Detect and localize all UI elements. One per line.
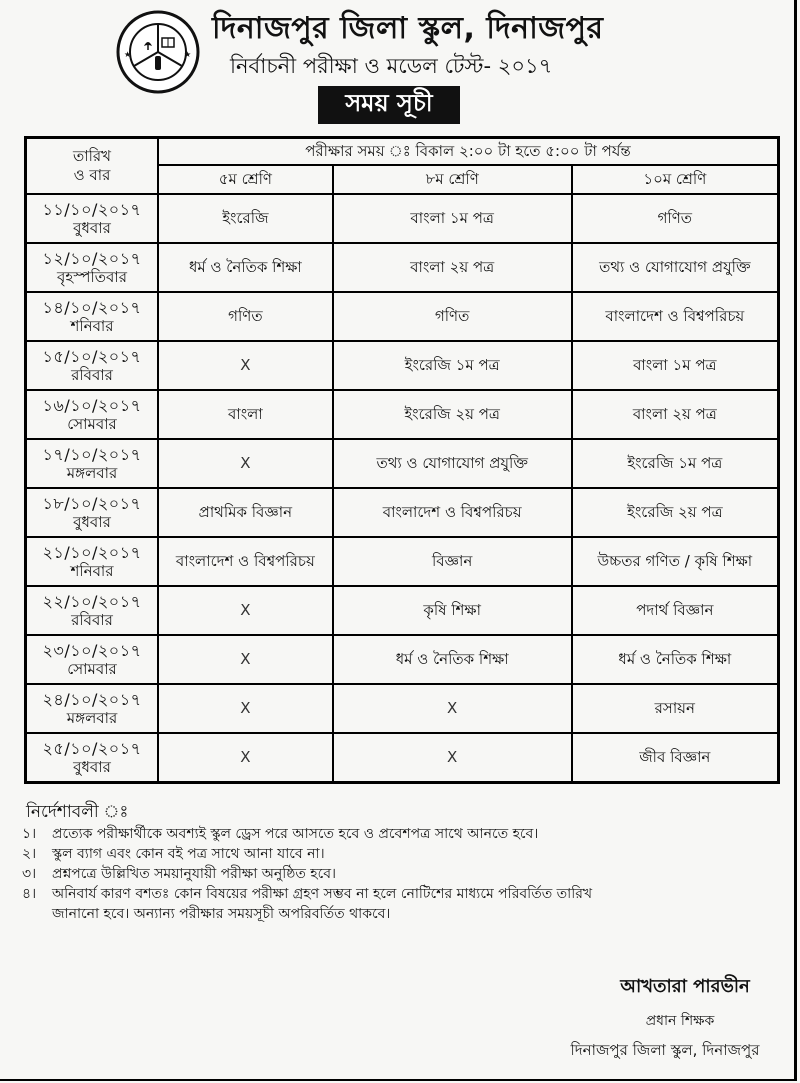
instructions-title: নির্দেশাবলী ঃ [26, 802, 129, 822]
class-8-subject: বাংলা ১ম পত্র [333, 194, 572, 243]
date-day-cell [26, 292, 159, 341]
svg-text:★: ★ [184, 50, 192, 59]
exam-day: বুধবার [73, 512, 111, 531]
class-5-subject: X [158, 684, 333, 733]
schedule-row [26, 733, 779, 783]
school-emblem-icon [116, 10, 200, 94]
exam-date: ১৭/১০/২০১৭ [42, 444, 142, 464]
class-5-subject: প্রাথমিক বিজ্ঞান [158, 488, 333, 537]
schedule-row [26, 243, 779, 292]
instruction-item [22, 864, 782, 884]
exam-date: ১৮/১০/২০১৭ [42, 493, 142, 513]
exam-day: সোমবার [67, 414, 117, 433]
signatory-designation: প্রধান শিক্ষক [645, 1013, 715, 1029]
date-day-cell [26, 390, 159, 439]
class-8-subject: ধর্ম ও নৈতিক শিক্ষা [333, 635, 572, 684]
class-8-subject: বাংলা ২য় পত্র [333, 243, 572, 292]
class-10-subject: বাংলা ২য় পত্র [572, 390, 779, 439]
exam-time-header: পরীক্ষার সময় ঃ বিকাল ২:০০ টা হতে ৫:০০ টা পর্যন্ত [158, 138, 778, 165]
exam-schedule-table [24, 136, 780, 784]
exam-day: বৃহস্পতিবার [57, 267, 127, 286]
day-header-label: ও বার [73, 166, 111, 184]
exam-title: নির্বাচনী পরীক্ষা ও মডেল টেস্ট- ২০১৭ [230, 54, 553, 78]
school-name: দিনাজপুর জিলা স্কুল, দিনাজপুর [212, 11, 604, 46]
exam-date: ২৪/১০/২০১৭ [42, 689, 142, 709]
date-day-cell [26, 586, 159, 635]
class-10-subject: পদার্থ বিজ্ঞান [572, 586, 779, 635]
class-5-subject: X [158, 733, 333, 783]
class-8-subject: বিজ্ঞান [333, 537, 572, 586]
date-day-cell [26, 733, 159, 783]
exam-date: ২২/১০/২০১৭ [42, 591, 142, 611]
exam-date: ২৩/১০/২০১৭ [42, 640, 142, 660]
class-10-subject: জীব বিজ্ঞান [572, 733, 779, 783]
exam-day: মঙ্গলবার [66, 708, 118, 727]
signatory-name: আখতারা পারভীন [620, 976, 750, 997]
class-10-subject: উচ্চতর গণিত / কৃষি শিক্ষা [572, 537, 779, 586]
class-8-subject: ইংরেজি ১ম পত্র [333, 341, 572, 390]
date-day-cell [26, 194, 159, 243]
class-8-subject: তথ্য ও যোগাযোগ প্রযুক্তি [333, 439, 572, 488]
exam-day: শনিবার [70, 561, 114, 580]
exam-date: ১২/১০/২০১৭ [42, 248, 142, 268]
class-8-subject: X [333, 733, 572, 783]
date-day-cell [26, 341, 159, 390]
schedule-row [26, 537, 779, 586]
exam-date: ২৫/১০/২০১৭ [42, 738, 142, 758]
exam-day: রবিবার [71, 610, 113, 629]
exam-date: ১১/১০/২০১৭ [42, 199, 142, 219]
schedule-row [26, 341, 779, 390]
exam-date: ১৪/১০/২০১৭ [42, 297, 142, 317]
exam-day: বুধবার [73, 218, 111, 237]
class-10-header: ১০ম শ্রেণি [572, 165, 779, 194]
date-day-cell [26, 537, 159, 586]
schedule-row [26, 488, 779, 537]
class-5-subject: X [158, 635, 333, 684]
instruction-number: ১। [22, 826, 37, 842]
exam-day: সোমবার [67, 659, 117, 678]
date-header-label: তারিখ [73, 147, 111, 165]
schedule-body [26, 194, 779, 783]
svg-text:★: ★ [124, 50, 132, 59]
class-5-subject: বাংলাদেশ ও বিশ্বপরিচয় [158, 537, 333, 586]
date-day-cell [26, 243, 159, 292]
schedule-row [26, 292, 779, 341]
class-10-subject: ধর্ম ও নৈতিক শিক্ষা [572, 635, 779, 684]
schedule-row [26, 635, 779, 684]
date-day-cell [26, 488, 159, 537]
class-8-subject: X [333, 684, 572, 733]
class-10-subject: গণিত [572, 194, 779, 243]
class-8-header: ৮ম শ্রেণি [333, 165, 572, 194]
instruction-number: ৪। [22, 886, 37, 902]
date-day-cell [26, 635, 159, 684]
class-10-subject: রসায়ন [572, 684, 779, 733]
exam-day: মঙ্গলবার [66, 463, 118, 482]
instruction-number: ২। [22, 846, 37, 862]
date-day-cell [26, 684, 159, 733]
instructions-section [22, 802, 782, 924]
instruction-item [22, 824, 782, 844]
exam-day: রবিবার [71, 365, 113, 384]
class-8-subject: বাংলাদেশ ও বিশ্বপরিচয় [333, 488, 572, 537]
exam-date: ১৫/১০/২০১৭ [42, 346, 142, 366]
schedule-row [26, 390, 779, 439]
schedule-row [26, 439, 779, 488]
class-5-subject: X [158, 341, 333, 390]
class-5-subject: গণিত [158, 292, 333, 341]
class-8-subject: ইংরেজি ২য় পত্র [333, 390, 572, 439]
instruction-text: স্কুল ব্যাগ এবং কোন বই পত্র সাথে আনা যাবে না। [52, 846, 325, 862]
instruction-item [22, 884, 782, 924]
class-8-subject: কৃষি শিক্ষা [333, 586, 572, 635]
exam-date: ১৬/১০/২০১৭ [42, 395, 142, 415]
instruction-item [22, 844, 782, 864]
class-5-header: ৫ম শ্রেণি [158, 165, 333, 194]
class-8-subject: গণিত [333, 292, 572, 341]
schedule-row [26, 586, 779, 635]
date-day-cell [26, 439, 159, 488]
class-5-subject: ইংরেজি [158, 194, 333, 243]
exam-day: বুধবার [73, 757, 111, 776]
class-5-subject: ধর্ম ও নৈতিক শিক্ষা [158, 243, 333, 292]
schedule-row [26, 684, 779, 733]
schedule-row [26, 194, 779, 243]
date-day-header [26, 138, 159, 195]
class-10-subject: ইংরেজি ২য় পত্র [572, 488, 779, 537]
class-10-subject: বাংলা ১ম পত্র [572, 341, 779, 390]
class-10-subject: বাংলাদেশ ও বিশ্বপরিচয় [572, 292, 779, 341]
class-10-subject: তথ্য ও যোগাযোগ প্রযুক্তি [572, 243, 779, 292]
instruction-text: অনিবার্য কারণ বশতঃ কোন বিষয়ের পরীক্ষা গ্রহণ সম্ভব না হলে নোটিশের মাধ্যমে পরিবর্তিত তারিখ জানানো হবে। অন্যান্য পরীক্ষার সময়সূচী অপরিবর্তিত থাকবে। [52, 886, 593, 922]
class-5-subject: X [158, 439, 333, 488]
exam-day: শনিবার [70, 316, 114, 335]
schedule-badge: সময় সূচী [318, 86, 460, 124]
class-5-subject: বাংলা [158, 390, 333, 439]
instruction-number: ৩। [22, 866, 37, 882]
instruction-text: প্রত্যেক পরীক্ষার্থীকে অবশ্যই স্কুল ড্রেস পরে আসতে হবে ও প্রবেশপত্র সাথে আনতে হবে। [52, 826, 539, 842]
signatory-organization: দিনাজপুর জিলা স্কুল, দিনাজপুর [570, 1041, 760, 1059]
class-10-subject: ইংরেজি ১ম পত্র [572, 439, 779, 488]
instruction-text: প্রশ্নপত্রে উল্লিখিত সময়ানুযায়ী পরীক্ষা অনুষ্ঠিত হবে। [52, 866, 337, 882]
signature-block [540, 972, 790, 1064]
class-5-subject: X [158, 586, 333, 635]
exam-date: ২১/১০/২০১৭ [42, 542, 142, 562]
